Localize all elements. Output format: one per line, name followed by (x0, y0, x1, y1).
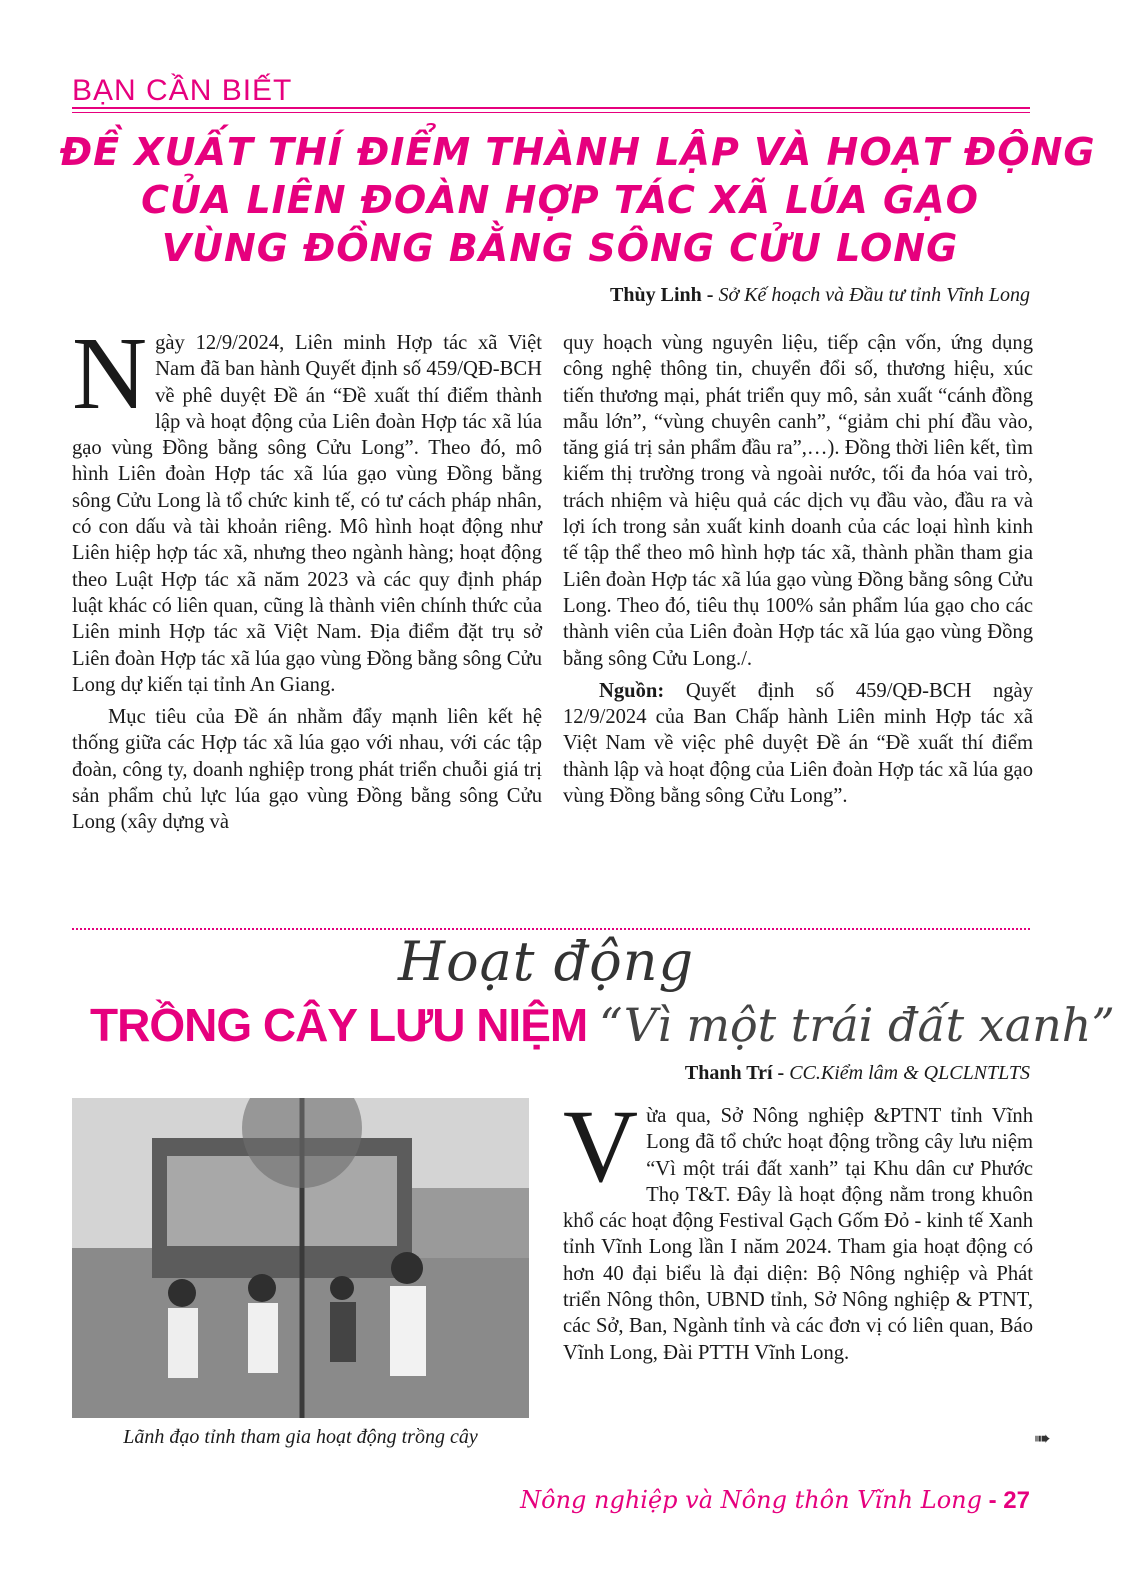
drop-cap: V (563, 1089, 639, 1204)
paragraph-text: gày 12/9/2024, Liên minh Hợp tác xã Việt Nam đã ban hành Quyết định số 459/QĐ-BCH về phê duyệt Đề án “Đề xuất thí điểm thành lập và hoạt động của Liên đoàn Hợp tác xã lúa gạo vùng Đồng bằng sông Cửu Long”. Theo đó, mô hình Liên đoàn Hợp tác xã lúa gạo vùng Đồng bằng sông Cửu Long là tổ chức kinh tế, có tư cách pháp nhân, có con dấu và tài khoản riêng. Mô hình hoạt động như Liên hiệp hợp tác xã, nhưng theo ngành hàng; hoạt động theo Luật Hợp tác xã năm 2023 và các quy định pháp luật khác có liên quan, cũng là thành viên chính thức của Liên minh Hợp tác xã Việt Nam. Địa điểm đặt trụ sở Liên đoàn Hợp tác xã lúa gạo vùng Đồng bằng sông Cửu Long dự kiến tại tỉnh An Giang. (72, 332, 542, 696)
headline-line-2: CỦA LIÊN ĐOÀN HỢP TÁC XÃ LÚA GẠO (141, 178, 979, 222)
page-number: - 27 (981, 1487, 1030, 1514)
article2-byline (685, 1062, 1030, 1085)
header-rule-thin (72, 112, 1030, 113)
author-affiliation: CC.Kiểm lâm & QLCLNTLTS (789, 1062, 1030, 1084)
article2-title (90, 998, 1115, 1052)
continue-arrow-icon: ➠ (1034, 1426, 1051, 1450)
section-label: BẠN CẦN BIẾT (72, 74, 293, 107)
headline-line-1: ĐỀ XUẤT THÍ ĐIỂM THÀNH LẬP VÀ HOẠT ĐỘNG (60, 130, 1096, 174)
source-text: Quyết định số 459/QĐ-BCH ngày 12/9/2024 của Ban Chấp hành Liên minh Hợp tác xã Việt Nam về việc phê duyệt Đề án “Đề xuất thí điểm thành lập và hoạt động của Liên đoàn Hợp tác xã lúa gạo vùng Đồng bằng sông Cửu Long”. (563, 679, 1033, 808)
paragraph: Mục tiêu của Đề án nhằm đẩy mạnh liên kết hệ thống giữa các Hợp tác xã lúa gạo với nhau, với các tập đoàn, công ty, doanh nghiệp trong phát triển chuỗi giá trị sản phẩm chủ lực lúa gạo vùng Đồng bằng sông Cửu Long (xây dựng và (72, 706, 542, 834)
author-name: Thùy Linh - (610, 284, 714, 306)
title-quote: “Vì một trái đất xanh” (599, 998, 1115, 1052)
article2-script-title: Hoạt động (398, 930, 695, 993)
article1-column-right (563, 330, 1033, 815)
article1-headline (60, 128, 1096, 272)
author-affiliation: Sở Kế hoạch và Đầu tư tỉnh Vĩnh Long (718, 284, 1030, 306)
paragraph: quy hoạch vùng nguyên liệu, tiếp cận vốn, ứng dụng công nghệ thông tin, chuyển đổi số, thương hiệu, xúc tiến thương mại, phát triển quy mô, sản xuất “cánh đồng mẫu lớn”, “vùng chuyên canh”, “giảm chi phí đầu vào, tăng giá trị sản phẩm đầu ra”,…). Đồng thời liên kết, tìm kiếm thị trường trong và ngoài nước, tối đa hóa vai trò, trách nhiệm và hiệu quả các dịch vụ đầu vào, đầu ra và lợi ích trong sản xuất kinh doanh của các loại hình kinh tế tập thể theo mô hình hợp tác xã, thành phần tham gia Liên đoàn Hợp tác xã lúa gạo vùng Đồng bằng sông Cửu Long. Theo đó, tiêu thụ 100% sản phẩm lúa gạo cho các thành viên của Liên đoàn Hợp tác xã lúa gạo vùng Đồng bằng sông Cửu Long./. (563, 332, 1033, 670)
magazine-name: Nông nghiệp và Nông thôn Vĩnh Long (520, 1486, 982, 1514)
tree-planting-photo (72, 1098, 529, 1418)
article1-byline (610, 284, 1030, 307)
drop-cap: N (72, 316, 148, 431)
paragraph-text: ừa qua, Sở Nông nghiệp &PTNT tỉnh Vĩnh Long đã tổ chức hoạt động trồng cây lưu niệm “Vì một trái đất xanh” tại Khu dân cư Phước Thọ T&T. Đây là hoạt động nằm trong khuôn khổ các hoạt động Festival Gạch Gốm Đỏ - kinh tế Xanh tỉnh Vĩnh Long lần I năm 2024. Tham gia hoạt động có hơn 40 đại biểu là đại diện: Bộ Nông nghiệp và Phát triển Nông thôn, UBND tỉnh, Sở Nông nghiệp & PTNT, các Sở, Ban, Ngành tỉnh và các đơn vị có liên quan, Báo Vĩnh Long, Đài PTTH Vĩnh Long. (563, 1105, 1033, 1364)
paragraph (563, 1089, 1033, 1366)
page-footer (520, 1486, 1030, 1515)
title-main: TRỒNG CÂY LƯU NIỆM (90, 999, 599, 1051)
headline-line-3: VÙNG ĐỒNG BẰNG SÔNG CỬU LONG (161, 226, 959, 270)
header-rule (72, 107, 1030, 109)
paragraph (72, 316, 542, 698)
author-name: Thanh Trí - (684, 1062, 785, 1084)
article1-column-left (72, 316, 542, 842)
source-label: Nguồn: (599, 679, 665, 702)
article2-column (563, 1089, 1033, 1366)
source-note (563, 678, 1033, 809)
photo-caption: Lãnh đạo tỉnh tham gia hoạt động trồng cây (123, 1426, 478, 1448)
